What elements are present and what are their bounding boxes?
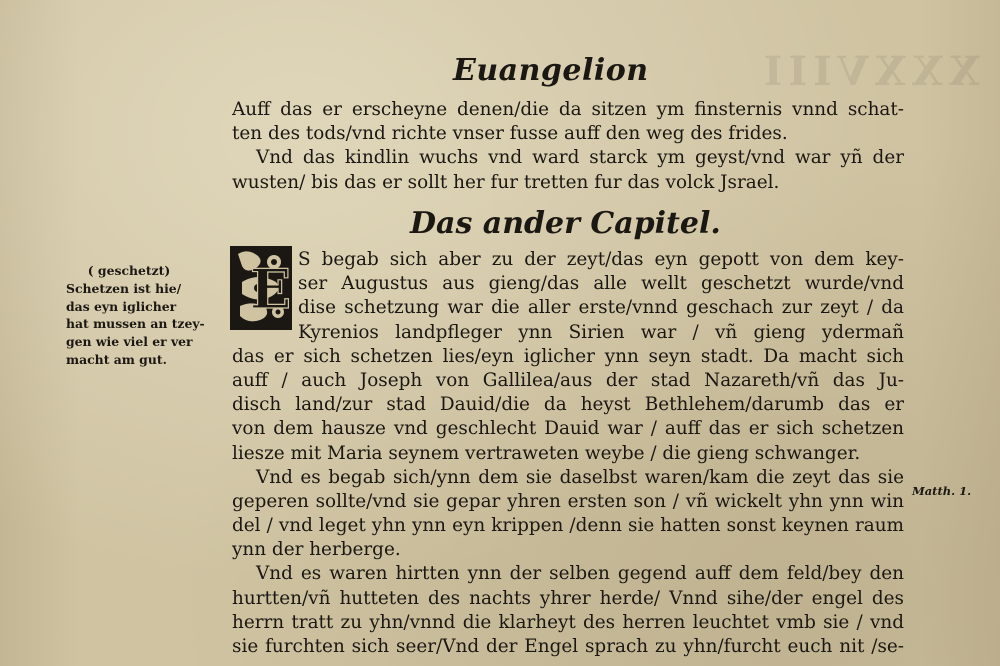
bleed-through-text: XXXVIII [757,48,980,95]
text-line: wusten/ bis das er sollt her fur tretten fur das volck Jsrael. [232,171,780,193]
text-line: ten des tods/vnd richte vnser fusse auff den weg des frides. [232,123,788,145]
chapter-text [232,248,904,659]
text-line: sie furchten sich seer/Vnd der Engel sprach zu yhn/furcht euch nit /se- [232,636,904,657]
margin-gloss-line: Schetzen ist hie/ [66,280,182,296]
text-line: Vnd es waren hirtten ynn der selben gegend auff dem feld/bey den [256,563,904,585]
text-line: geperen sollte/vnd sie gepar yhren ersten son / vñ wickelt yhn ynn win [232,490,904,512]
top-paragraph [232,98,904,195]
cross-reference: Matth. 1. [912,484,972,498]
text-line: ynn der herberge. [232,539,401,561]
text-line: disch land/zur stad Dauid/die da heyst Bethlehem/darumb das er [232,394,904,416]
margin-gloss-line: macht am gut. [66,351,167,367]
text-line: Kyrenios landpfleger ynn Sirien war / vñ gieng ydermañ [298,321,904,343]
margin-gloss-line: das eyn iglicher [66,298,177,314]
text-line: Auff das er erscheyne denen/die da sitzen ym finsternis vnnd schat- [232,99,904,120]
margin-gloss [66,262,216,369]
text-line: herrn tratt zu yhn/vnnd die klarheyt des herren leuchtet vmb sie / vnd [232,611,904,633]
text-line: Vnd es begab sich/ynn dem sie daselbst waren/kam die zeyt das sie [256,466,904,488]
text-line: hurtten/vñ hutteten des nachts yhrer herde/ Vnnd sihe/der engel des [232,587,904,609]
text-line: dise schetzung war die aller erste/vnnd geschach zur zeyt / da [298,297,904,319]
text-line: Vnd das kindlin wuchs vnd ward starck ym geyst/vnd war yñ der [256,147,904,169]
text-line: ser Augustus aus gieng/das alle wellt geschetzt wurde/vnd [298,273,904,295]
text-line: auff / auch Joseph von Gallilea/aus der stad Nazareth/vñ das Ju- [232,369,904,391]
text-line: das er sich schetzen lies/eyn iglicher ynn seyn stadt. Da macht sich [232,345,904,367]
chapter-heading: Das ander Capitel. [410,206,721,241]
margin-gloss-line: gen wie viel er ver [66,334,193,350]
text-line: liesze mit Maria seynem vertraweten weybe / die gieng schwanger. [232,442,861,464]
drop-cap-letter: E [250,257,292,321]
text-line: von dem hausze vnd geschlecht Dauid war / auff das er sich schetzen [232,418,904,440]
margin-gloss-heading: ( geschetzt) [87,263,171,278]
page-title: Euangelion [453,53,649,88]
margin-gloss-line: hat mussen an tzey- [66,316,205,332]
text-line: S begab sich aber zu der zeyt/das eyn gepott von dem key- [298,249,904,270]
text-line: del / vnd leget yhn ynn eyn krippen /denn sie hatten sonst keynen raum [232,515,904,537]
